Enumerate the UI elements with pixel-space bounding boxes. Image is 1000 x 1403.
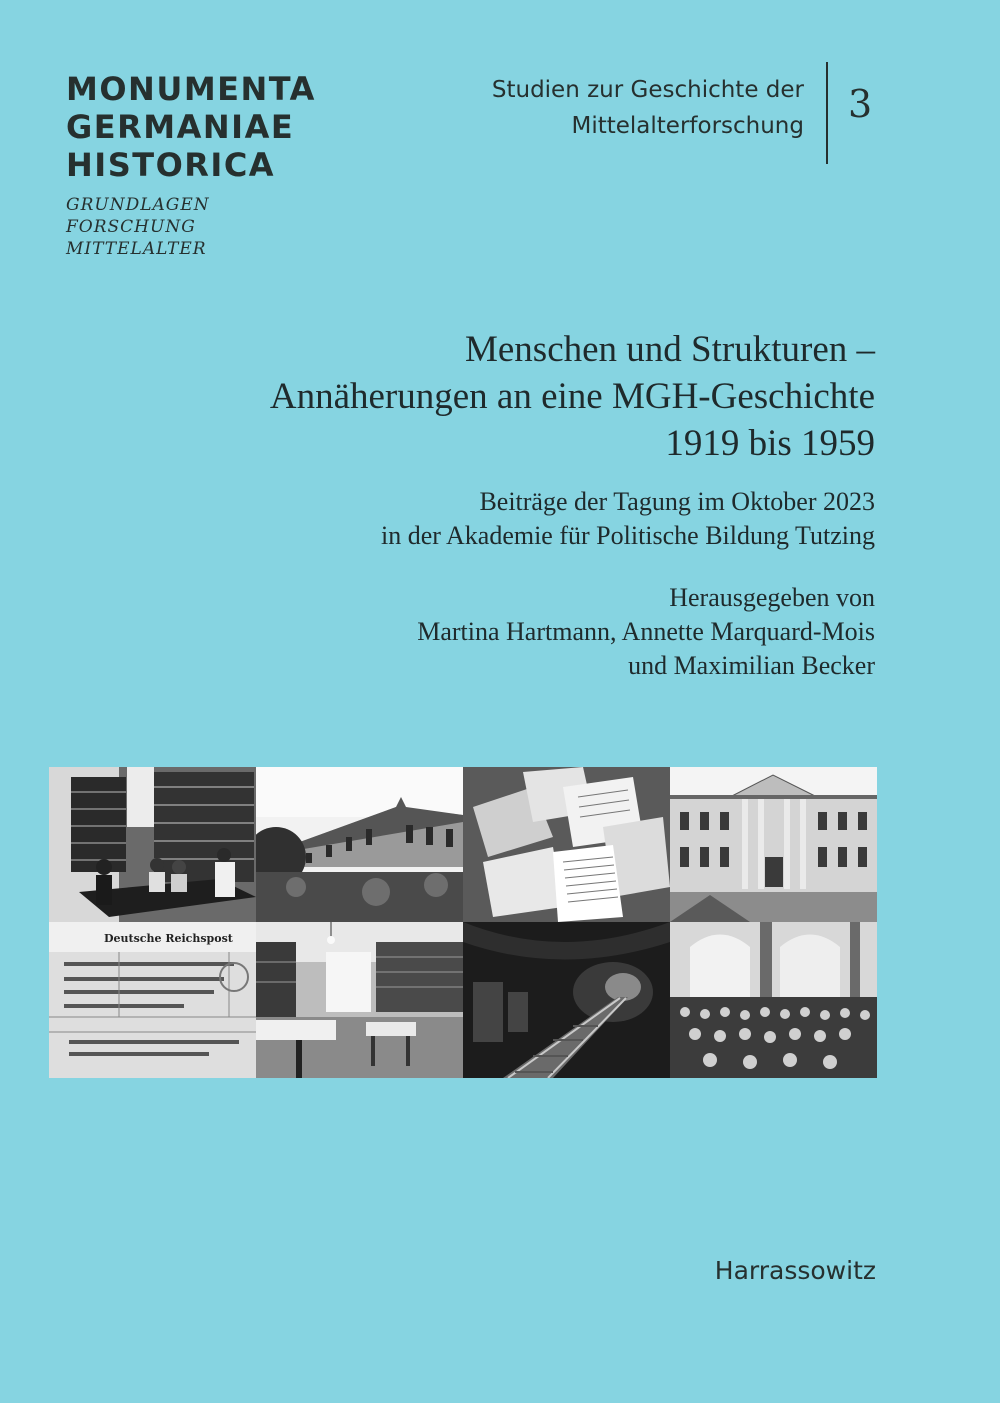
series-line-1: Studien zur Geschichte der (491, 77, 804, 103)
logo-sub-3: MITTELALTER (66, 239, 207, 259)
telegram-heading: Deutsche Reichspost (104, 932, 233, 945)
editors (270, 581, 875, 683)
title-block (270, 326, 875, 683)
logo-line-3: HISTORICA (66, 146, 276, 184)
editors-line-1: Herausgegeben von (669, 583, 875, 612)
editors-line-2: Martina Hartmann, Annette Marquard-Mois (417, 617, 875, 646)
mgh-logo (66, 70, 316, 260)
series-line-2: Mittelalterforschung (571, 113, 804, 139)
logo-line-1: MONUMENTA (66, 70, 316, 108)
logo-sub-2: FORSCHUNG (66, 217, 196, 237)
series-number: 3 (848, 82, 873, 126)
photo-classical-building (670, 767, 877, 922)
photo-assembly-hall (670, 922, 877, 1078)
logo-sub-1: GRUNDLAGEN (66, 195, 210, 215)
photo-telegram (49, 922, 256, 1078)
editors-line-3: und Maximilian Becker (628, 651, 875, 680)
series-divider (826, 62, 828, 164)
photo-document-pile (463, 767, 670, 922)
photo-collage (49, 767, 877, 1078)
photo-baroque-building (256, 767, 463, 922)
subtitle-line-1: Beiträge der Tagung im Oktober 2023 (479, 487, 875, 516)
publisher-name: Harrassowitz (714, 1256, 876, 1285)
photo-mine-tunnel (463, 922, 670, 1078)
logo-line-2: GERMANIAE (66, 108, 295, 146)
title-line-2: Annäherungen an eine MGH-Geschichte (269, 376, 875, 417)
photo-office-interior (256, 922, 463, 1078)
series-title (492, 72, 804, 144)
title-line-3: 1919 bis 1959 (665, 423, 875, 464)
subtitle-line-2: in der Akademie für Politische Bildung Tutzing (381, 521, 875, 550)
photo-library-reading-room (49, 767, 256, 922)
subtitle (270, 485, 875, 553)
title-line-1: Menschen und Strukturen – (464, 329, 875, 370)
